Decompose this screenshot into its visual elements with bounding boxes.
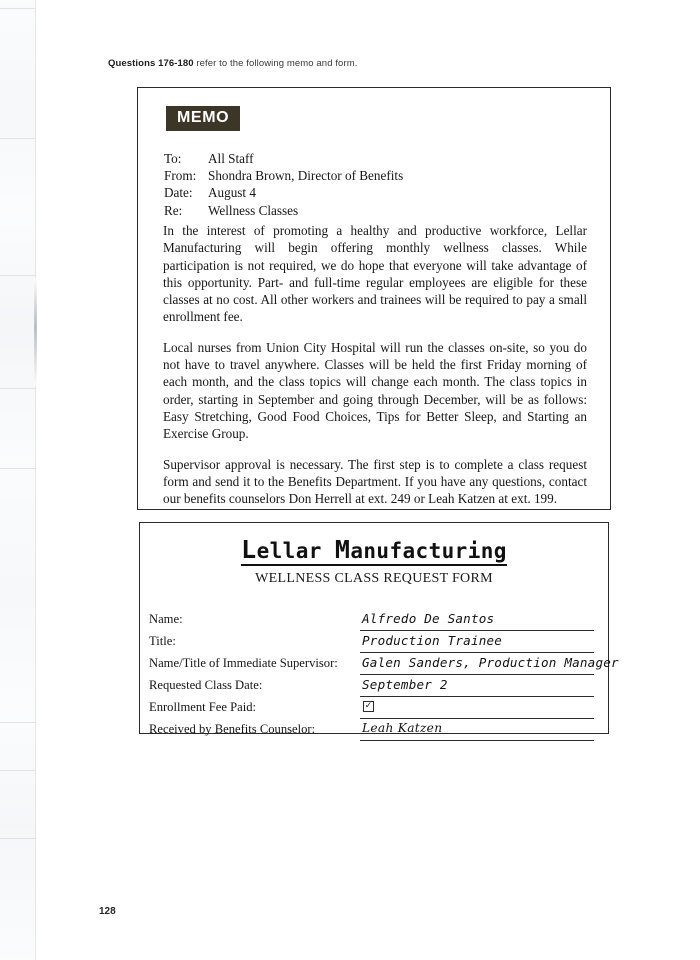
memo-field-re-label: Re:	[164, 202, 183, 218]
company-word-lellar: ellar	[256, 539, 322, 563]
form-value-title[interactable]: Production Trainee	[362, 633, 503, 648]
scan-horizontal-line	[0, 8, 36, 9]
memo-paragraph: In the interest of promoting a healthy and productive workforce, Lellar Manufacturing will begin offering monthly wellness classes. While participation is not required, we do hope that everyone will take advantage of this opportunity. Part- and full-time regular employees are eligible for these classes at no cost. All other workers and trainees will be required to pay a small enrollment fee.	[163, 223, 587, 325]
form-rule-fee-paid	[360, 718, 594, 719]
scan-horizontal-line	[0, 722, 36, 723]
question-instruction-line	[108, 58, 357, 69]
memo-paragraph: Local nurses from Union City Hospital will run the classes on-site, so you do not have to travel anywhere. Classes will be held the first Friday morning of each month, and the class topics will change each month. The class topics in order, starting in September and going through December, will be as follows: Easy Stretching, Good Food Choices, Tips for Better Sleep, and Starting an Exercise Group.	[163, 339, 587, 442]
memo-field-re	[164, 202, 584, 219]
memo-field-to	[164, 150, 584, 167]
form-label-name: Name:	[149, 612, 183, 626]
memo-body	[163, 222, 587, 507]
page-number: 128	[99, 906, 116, 917]
form-value-received-by[interactable]: Leah Katzen	[362, 721, 443, 735]
memo-badge: MEMO	[166, 106, 240, 131]
form-label-fee-paid: Enrollment Fee Paid:	[149, 700, 257, 714]
form-label-supervisor: Name/Title of Immediate Supervisor:	[149, 656, 338, 670]
memo-header-fields	[164, 150, 584, 219]
scan-horizontal-line	[0, 138, 36, 139]
form-company-title	[140, 535, 608, 566]
form-rule-supervisor	[360, 674, 594, 675]
memo-field-from-value: Shondra Brown, Director of Benefits	[208, 168, 404, 184]
question-range-label: Questions 176-180	[108, 58, 194, 69]
memo-field-date	[164, 184, 584, 201]
form-row-supervisor	[149, 655, 619, 677]
request-form-container	[139, 522, 619, 736]
form-company-title-underlined	[241, 535, 507, 566]
memo-field-re-value: Wellness Classes	[208, 202, 299, 218]
form-label-title: Title:	[149, 634, 176, 648]
memo-field-to-value: All Staff	[208, 151, 254, 166]
company-initial-l: L	[241, 535, 257, 564]
memo-field-from-label: From:	[164, 168, 197, 184]
form-row-fee-paid	[149, 699, 601, 721]
memo-field-to-label: To:	[164, 151, 182, 166]
scan-horizontal-line	[0, 468, 36, 469]
form-rule-name	[360, 630, 594, 631]
form-value-name[interactable]: Alfredo De Santos	[362, 611, 495, 626]
fee-paid-checkbox[interactable]: ✓	[364, 701, 373, 711]
memo-paragraph: Supervisor approval is necessary. The first step is to complete a class request form and send it to the Benefits Department. If you have any questions, contact our benefits counselors Don Herrell at ext. 249 or Leah Katzen at ext. 199.	[163, 456, 587, 507]
form-value-supervisor[interactable]: Galen Sanders, Production Manager	[362, 655, 619, 670]
form-rule-class-date	[360, 696, 594, 697]
scan-binding-shadow	[34, 278, 37, 386]
scan-horizontal-line	[0, 275, 36, 276]
form-row-name	[149, 611, 601, 633]
form-label-class-date: Requested Class Date:	[149, 678, 263, 692]
company-word-manufacturing: anufacturing	[350, 539, 507, 563]
scan-margin-artifact	[0, 0, 36, 960]
scan-horizontal-line	[0, 388, 36, 389]
scan-edge-line	[35, 0, 36, 960]
form-row-received-by	[149, 721, 601, 743]
memo-field-from	[164, 167, 584, 184]
form-row-title	[149, 633, 601, 655]
memo-field-date-label: Date:	[164, 185, 193, 201]
scan-horizontal-line	[0, 770, 36, 771]
form-field-list	[149, 611, 619, 743]
scan-horizontal-line	[0, 838, 36, 839]
form-rule-title	[360, 652, 594, 653]
form-row-class-date	[149, 677, 601, 699]
form-rule-received-by	[360, 740, 594, 741]
question-instruction-text: refer to the following memo and form.	[196, 58, 358, 69]
company-initial-m: M	[334, 535, 351, 564]
memo-field-date-value: August 4	[208, 185, 256, 201]
form-value-class-date[interactable]: September 2	[362, 677, 448, 692]
form-subtitle: WELLNESS CLASS REQUEST FORM	[255, 571, 493, 586]
form-label-received-by: Received by Benefits Counselor:	[149, 722, 316, 736]
memo-container	[137, 87, 611, 510]
